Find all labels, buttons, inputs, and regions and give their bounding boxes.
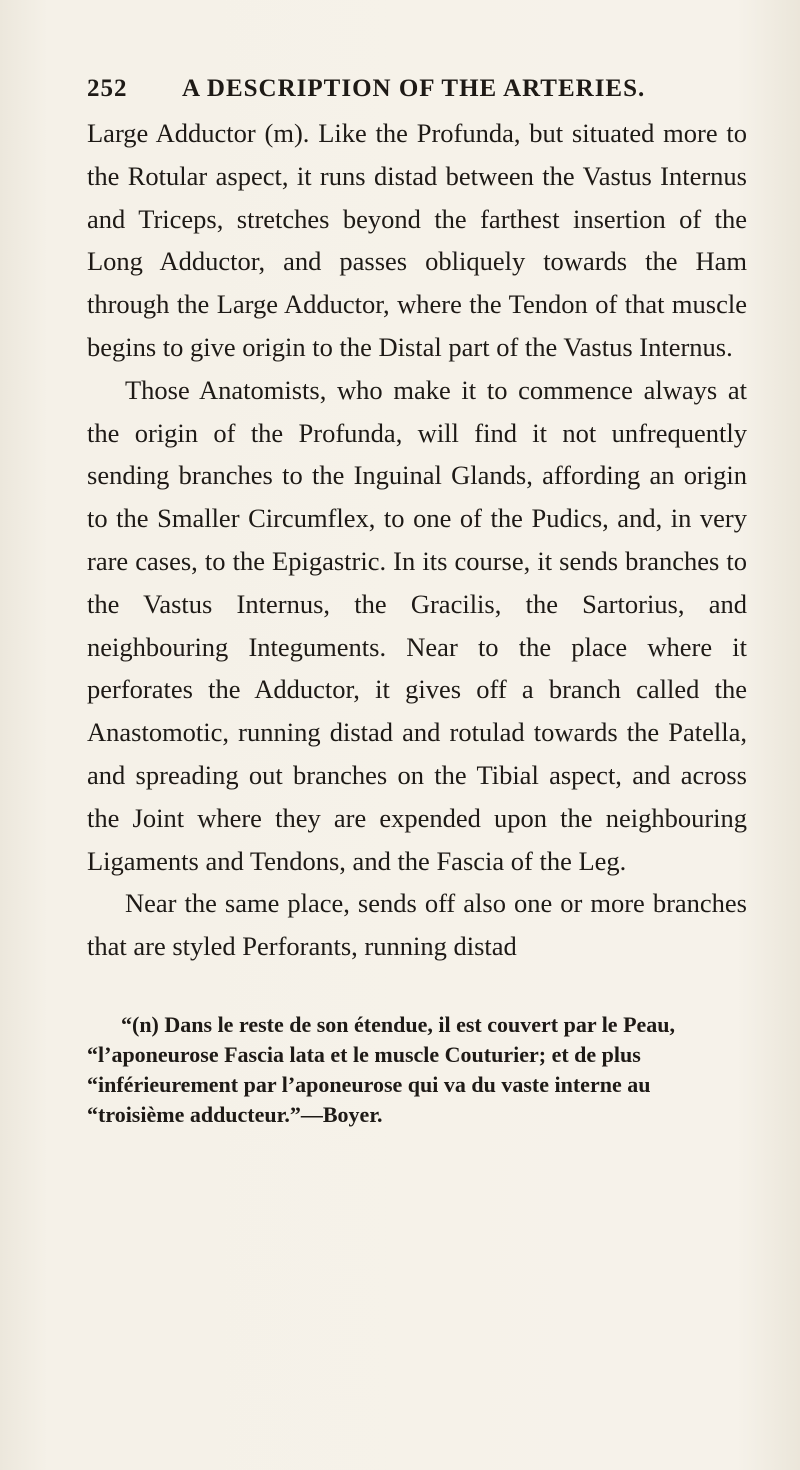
main-text <box>87 112 747 968</box>
paragraph-anatomists: Those Anatomists, who make it to commence always at the origin of the Profunda, will find it not unfrequently sending branches to the Inguinal Glands, affording an origin to the Smaller Circumflex, to one of the Pudics, and, in very rare cases, to the Epigastric. In its course, it sends branches to the Vastus Internus, the Gracilis, the Sartorius, and neighbouring Integuments. Near to the place where it perforates the Adductor, it gives off a branch called the Anastomotic, running distad and rotulad towards the Patella, and spreading out branches on the Tibial aspect, and across the Joint where they are expended upon the neighbouring Ligaments and Tendons, and the Fascia of the Leg. <box>87 374 747 876</box>
paragraph-large-adductor: Large Adductor (m). Like the Profunda, but situated more to the Rotular aspect, it runs distad between the Vastus Internus and Triceps, stretches beyond the farthest insertion of the Long Adductor, and passes obliquely towards the Ham through the Large Adductor, where the Tendon of that muscle begins to give origin to the Distal part of the Vastus Internus. <box>87 118 747 362</box>
footnote <box>87 1010 747 1130</box>
paragraph-perforants: Near the same place, sends off also one or more branches that are styled Perforants, running distad <box>87 888 747 962</box>
running-header <box>87 75 747 103</box>
page-number: 252 <box>87 75 128 102</box>
running-title: A DESCRIPTION OF THE ARTERIES. <box>182 75 646 102</box>
footnote-text: “(n) Dans le reste de son étendue, il est couvert par le Peau, “l’aponeurose Fascia lata et le muscle Couturier; et de plus “inférieurement par l’aponeurose qui va du vaste interne au “troisième adducteur.”—Boyer. <box>87 1012 676 1127</box>
